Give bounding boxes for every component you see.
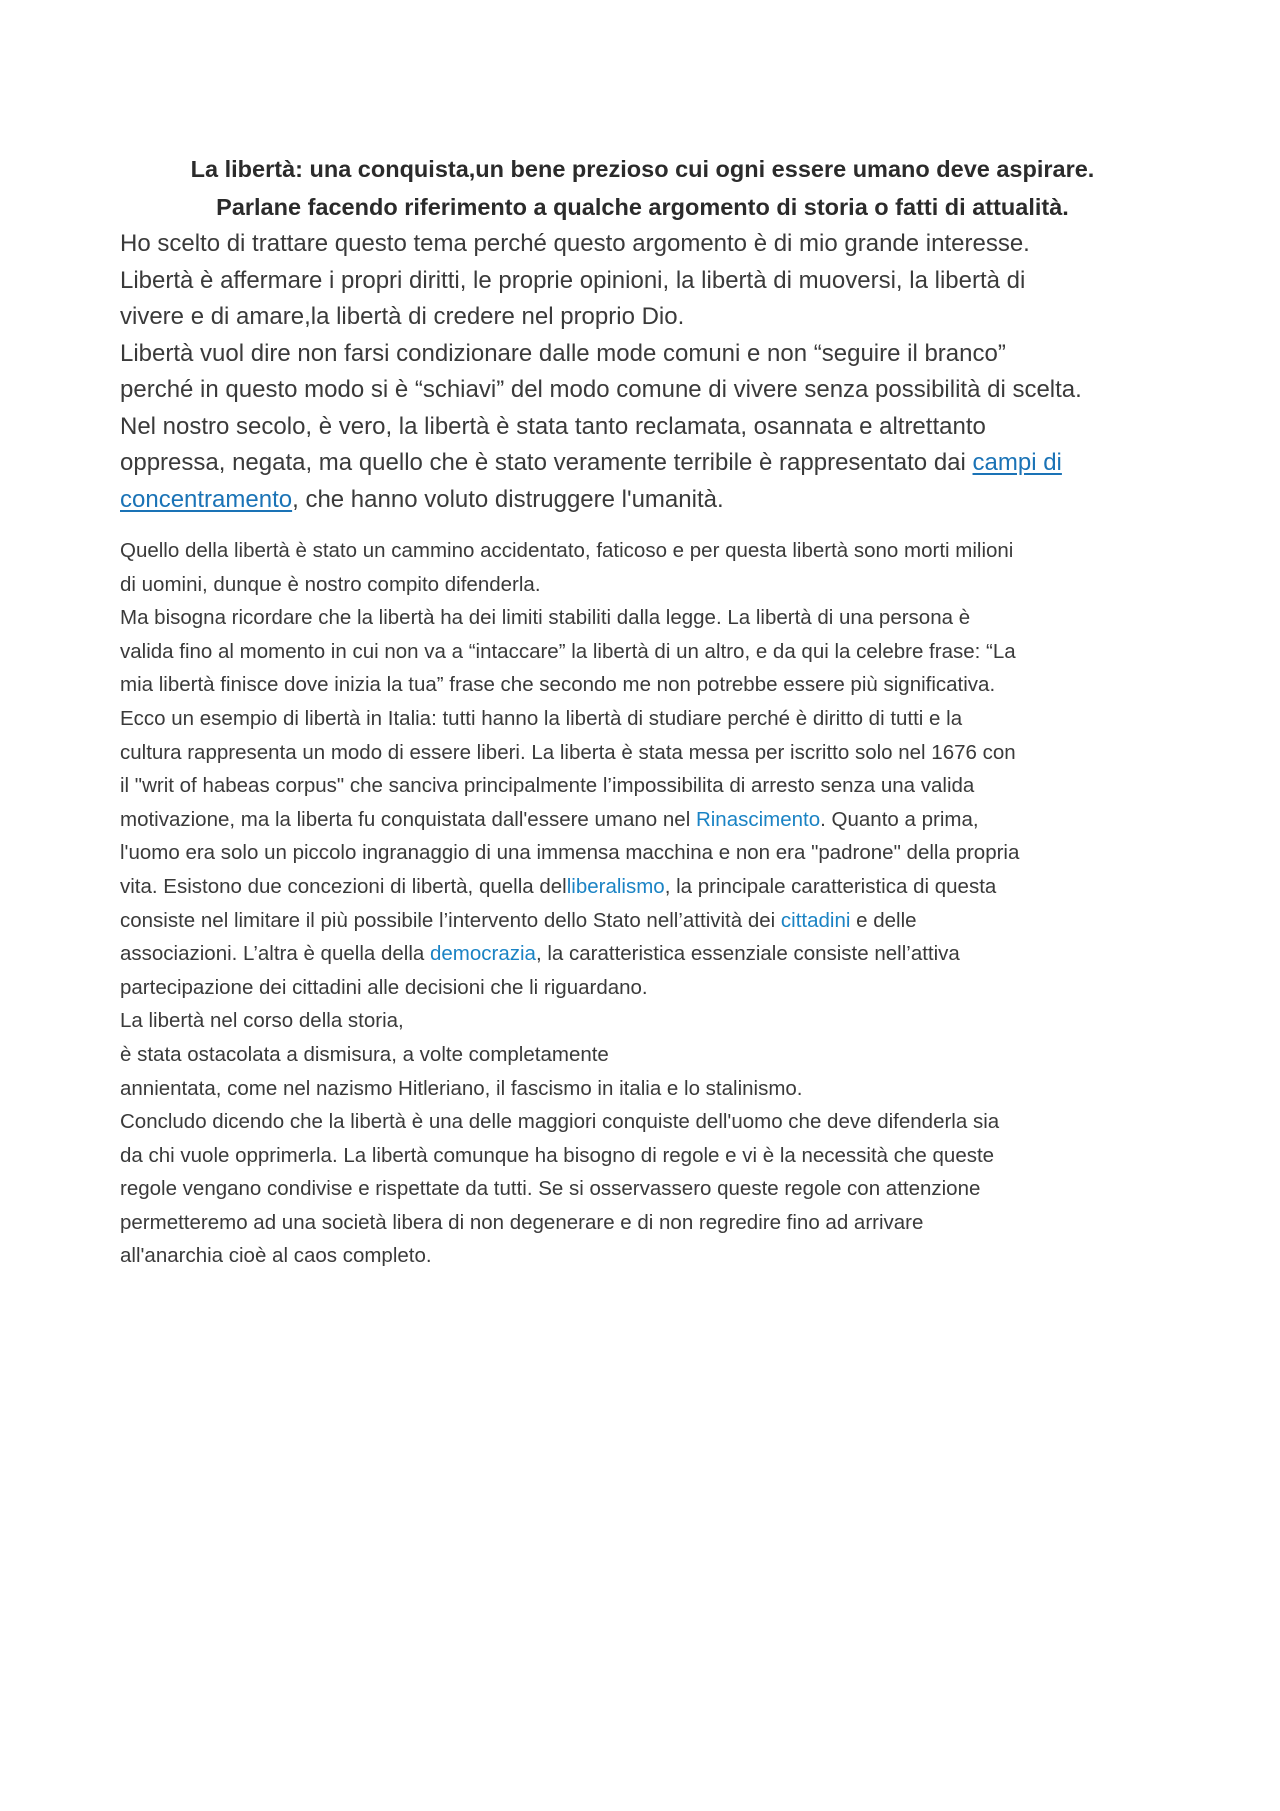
intro-line <box>120 482 1165 519</box>
link-rinascimento[interactable]: Rinascimento <box>695 807 821 831</box>
body-line: partecipazione dei cittadini alle decisioni che li riguardano. <box>120 975 648 999</box>
title-line-1: La libertà: una conquista,un bene prezioso cui ogni essere umano deve aspirare. <box>190 156 1095 182</box>
body-line: Concludo dicendo che la libertà è una delle maggiori conquiste dell'uomo che deve difenderla sia <box>120 1110 1000 1134</box>
intro-line: vivere e di amare,la libertà di credere nel proprio Dio. <box>120 303 685 330</box>
body-line: da chi vuole opprimerla. La libertà comunque ha bisogno di regole e vi è la necessità che queste <box>120 1143 995 1167</box>
body-line: valida fino al momento in cui non va a “intaccare” la libertà di un altro, e da qui la celebre frase: “La <box>120 639 1016 663</box>
body-line: Ma bisogna ricordare che la libertà ha dei limiti stabiliti dalla legge. La libertà di una persona è <box>120 606 971 630</box>
intro-line: perché in questo modo si è “schiavi” del modo comune di vivere senza possibilità di scelta. <box>120 376 1082 403</box>
body-text: consiste nel limitare il più possibile l’intervento dello Stato nell’attività dei <box>120 908 781 932</box>
body-line: Ecco un esempio di libertà in Italia: tutti hanno la libertà di studiare perché è diritto di tutti e la <box>120 706 963 730</box>
body-text: associazioni. L’altra è quella della <box>120 942 430 966</box>
body-text: e delle <box>850 908 917 932</box>
intro-paragraph <box>120 226 1165 518</box>
intro-line: Ho scelto di trattare questo tema perché questo argomento è di mio grande interesse. <box>120 230 1030 257</box>
link-liberalismo[interactable]: liberalismo <box>566 874 665 898</box>
body-line: l'uomo era solo un piccolo ingranaggio di una immensa macchina e non era "padrone" della propria <box>120 841 1020 865</box>
body-line: annientata, come nel nazismo Hitleriano, il fascismo in italia e lo stalinismo. <box>120 1076 803 1100</box>
body-line: regole vengano condivise e rispettate da tutti. Se si osservassero queste regole con attenzione <box>120 1177 981 1201</box>
intro-line: Libertà vuol dire non farsi condizionare dalle mode comuni e non “seguire il branco” <box>120 339 1006 367</box>
body-line: permetteremo ad una società libera di non degenerare e di non regredire fino ad arrivare <box>120 1210 924 1234</box>
body-line <box>120 904 1165 938</box>
body-line: La libertà nel corso della storia, <box>120 1009 404 1033</box>
body-text: , la principale caratteristica di questa <box>664 874 997 898</box>
body-line: Quello della libertà è stato un cammino accidentato, faticoso e per questa libertà sono morti milioni <box>120 539 1014 562</box>
document-content <box>120 150 1165 1273</box>
intro-text: oppressa, negata, ma quello che è stato veramente terribile è rappresentato dai <box>120 449 973 476</box>
body-line: mia libertà finisce dove inizia la tua” frase che secondo me non potrebbe essere più significativa. <box>120 673 996 697</box>
body-line <box>120 803 1165 837</box>
link-democrazia[interactable]: democrazia <box>429 942 536 966</box>
link-campi-di-concentramento[interactable]: campi di <box>972 449 1062 476</box>
body-line: di uomini, dunque è nostro compito difenderla. <box>120 572 541 596</box>
link-concentramento[interactable]: concentramento <box>120 485 293 513</box>
title-line-2: Parlane facendo riferimento a qualche argomento di storia o fatti di attualità. <box>216 194 1069 220</box>
intro-text: , che hanno voluto distruggere l'umanità. <box>292 485 724 513</box>
body-line: all'anarchia cioè al caos completo. <box>120 1244 432 1268</box>
body-text: motivazione, ma la liberta fu conquistata dall'essere umano nel <box>120 807 696 831</box>
link-cittadini[interactable]: cittadini <box>780 908 851 932</box>
intro-line: Libertà è affermare i propri diritti, le proprie opinioni, la libertà di muoversi, la libertà di <box>120 266 1026 294</box>
body-line: cultura rappresenta un modo di essere liberi. La liberta è stata messa per iscritto solo nel 1676 con <box>120 740 1016 764</box>
body-text: , la caratteristica essenziale consiste nell’attiva <box>535 942 960 966</box>
body-paragraph <box>120 534 1165 1273</box>
body-line <box>120 870 1165 904</box>
intro-line <box>120 445 1165 482</box>
body-text: . Quanto a prima, <box>820 807 979 831</box>
body-line: il "writ of habeas corpus" che sanciva principalmente l’impossibilita di arresto senza una valida <box>120 774 975 798</box>
document-title <box>120 150 1165 226</box>
body-line: è stata ostacolata a dismisura, a volte completamente <box>120 1042 609 1066</box>
body-text: vita. Esistono due concezioni di libertà, quella del <box>120 874 567 898</box>
intro-line: Nel nostro secolo, è vero, la libertà è stata tanto reclamata, osannata e altrettanto <box>120 412 986 440</box>
body-line <box>120 937 1165 971</box>
